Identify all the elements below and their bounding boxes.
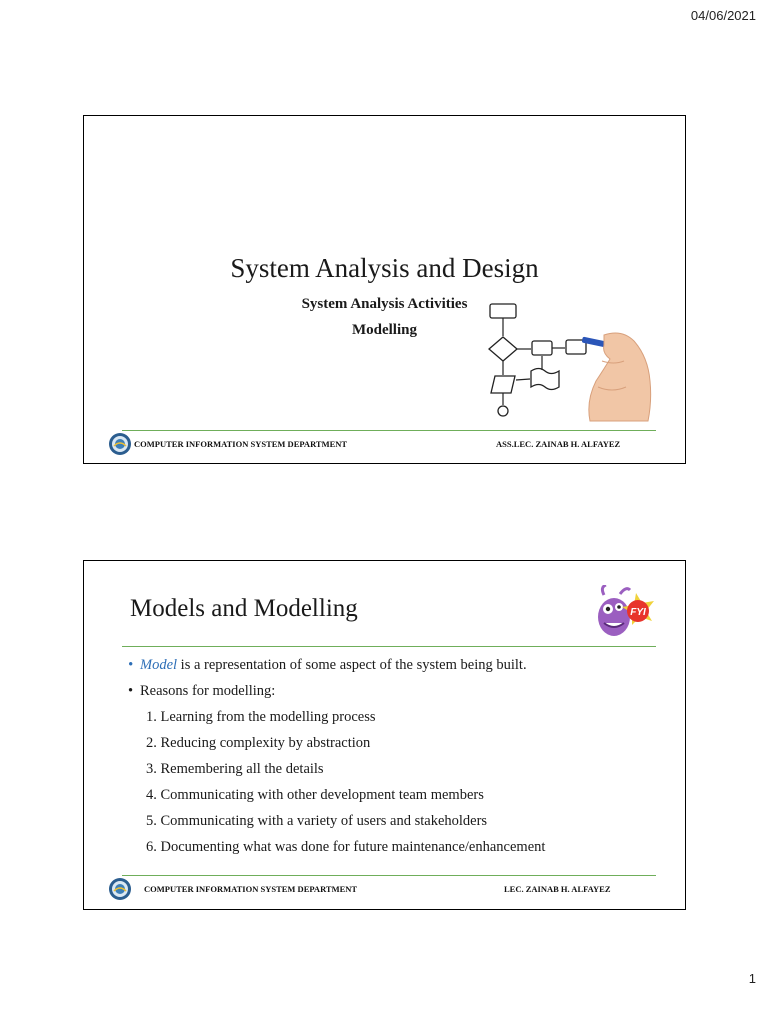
- department-logo-icon: [108, 877, 132, 901]
- footer-lecturer: LEC. ZAINAB H. ALFAYEZ: [504, 884, 611, 894]
- fyi-badge: FYI: [630, 607, 646, 618]
- slide-1-subtitle-1: System Analysis Activities: [301, 296, 468, 312]
- model-definition: is a representation of some aspect of the system being built.: [177, 657, 527, 673]
- reason-item: 4. Communicating with other development team members: [146, 787, 484, 803]
- bullet-marker: •: [128, 657, 134, 673]
- slide-2: [83, 560, 686, 910]
- slide-1: [83, 115, 686, 464]
- reason-item: 5. Communicating with a variety of users and stakeholders: [146, 813, 488, 829]
- slide-2-title: Models and Modelling: [130, 595, 358, 622]
- reason-item: 2. Reducing complexity by abstraction: [146, 735, 371, 751]
- footer-department: COMPUTER INFORMATION SYSTEM DEPARTMENT: [144, 884, 358, 894]
- bullet-marker: •: [128, 683, 134, 699]
- footer-lecturer: ASS.LEC. ZAINAB H. ALFAYEZ: [496, 439, 621, 449]
- model-term: Model: [140, 657, 178, 673]
- bullet-reasons: [128, 683, 275, 700]
- footer-rule: [122, 875, 656, 876]
- hand-with-marker-icon: [582, 333, 651, 421]
- reason-item: 3. Remembering all the details: [146, 761, 324, 777]
- fyi-mascot-icon: [592, 585, 656, 639]
- flowchart-icon: [484, 301, 656, 425]
- page-number: 1: [748, 971, 756, 986]
- slide-1-subtitle-2: Modelling: [351, 322, 417, 338]
- reason-item: 6. Documenting what was done for future maintenance/enhancement: [146, 839, 546, 855]
- slide-1-title: System Analysis and Design: [230, 253, 539, 283]
- department-logo-icon: [108, 432, 132, 456]
- reasons-heading: Reasons for modelling:: [140, 683, 276, 699]
- bullet-model: [128, 657, 527, 674]
- reason-item: 1. Learning from the modelling process: [146, 709, 376, 725]
- page-date: 04/06/2021: [690, 8, 756, 23]
- footer-rule: [122, 430, 656, 431]
- footer-department: COMPUTER INFORMATION SYSTEM DEPARTMENT: [134, 439, 348, 449]
- title-rule: [122, 646, 656, 647]
